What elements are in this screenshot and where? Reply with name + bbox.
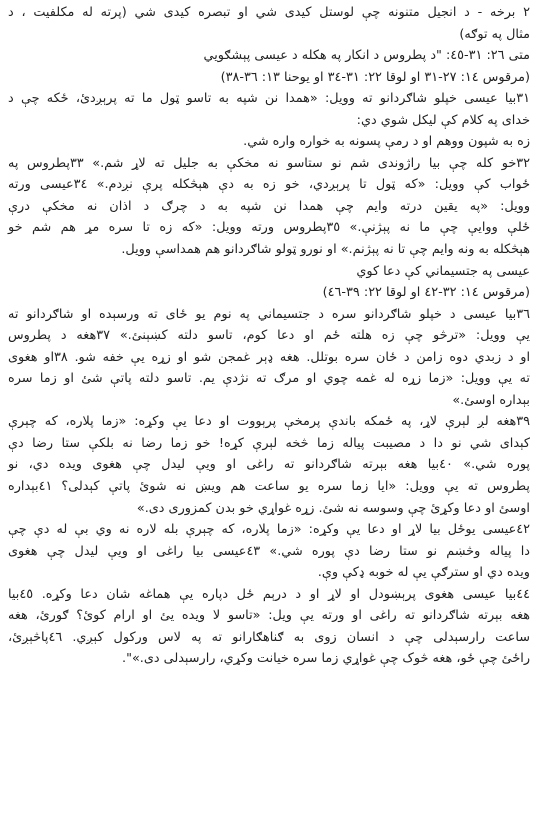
text-line: ٣٩هغه لږ لېرې لاړ، په ځمکه باندې پرمخې پرېووت او دعا یې وکړه: «زما پلاره، که چېرې <box>8 414 530 430</box>
text-line: زه به شپون ووهم او د رمې پسونه به خواره واره شي. <box>243 134 530 150</box>
text-line: ٣٦بیا عیسی د خپلو شاګردانو سره د جتسیماني په نوم یو ځای ته ورسېده او شاګردانو ته <box>8 306 530 322</box>
text-line: پطروس ته یې وویل: «ایا زما سره یو ساعت هم ویښ نه شوئ پاتې کېدلی؟ ٤١بېداره <box>8 479 530 495</box>
text-line: ٣١بیا عیسی خپلو شاګردانو ته وویل: «همدا نن شپه به تاسو ټول ما ته پرېږدئ، ځکه چې د <box>8 91 530 107</box>
text-line: اوسئ او دعا وکړئ چې وسوسه نه شئ. زړه غواړي خو بدن کمزوری دی.» <box>136 500 530 516</box>
text-line: متی ٢٦: ٣١-٤٥: "د پطروس د انکار په هکله د عیسی پېشګویي <box>203 48 530 64</box>
text-line: ساعت رارسېدلی چې د انسان زوی به ګناهګارانو ته په لاس ورکول کېږي. ٤٦پاڅېږئ، <box>8 629 530 645</box>
text-line: (مرقوس ١٤: ٣٢-٤٢ او لوقا ٢٢: ٣٩-٤٦) <box>322 285 530 301</box>
text-line: ځواب کې وویل: «که ټول تا پرېږدي، خو زه به دې هېڅکله پرې نږدم.» ٣٤عیسی ورته <box>8 177 530 193</box>
text-line: پوره شي.» ٤٠بیا هغه بېرته شاګردانو ته راغی او ویې لیدل چې هغوی ویده دي، نو <box>8 457 530 473</box>
text-line: ٤٤بیا عیسی هغوی پرېښودل او لاړ او د درېم ځل دپاره یې هماغه شان دعا وکړه. ٤٥بیا <box>8 586 530 602</box>
text-line: بېداره اوسئ.» <box>452 392 530 408</box>
text-line: ته یې وویل: «زما زړه له غمه چوي او مرګ ته نژدې یم. تاسو دلته پاتې شئ او زما سره <box>8 371 530 387</box>
text-line: یې وویل: «ترڅو چې زه هلته ځم او دعا کوم، تاسو دلته کښېنئ.» ٣٧هغه د پطروس <box>8 328 530 344</box>
text-line: راځئ چې ځو، هغه څوک چې غواړي زما سره خیانت وکړي، رارسېدلی دی.»". <box>122 651 530 667</box>
text-line: عیسی په جتسیماني کې دعا کوي <box>356 263 530 279</box>
text-line: ځلې ووایې چې ما نه پېژنې.» ٣٥پطروس ورته وویل: «که زه تا سره مړ هم شم خو <box>8 220 530 236</box>
text-line: او د زبدي دوه زامن د ځان سره بوتلل. هغه ډېر غمجن شو او زړه یې خفه شو. ٣٨او هغوی <box>8 349 531 365</box>
text-line: وویل: «په یقین درته وایم چې همدا نن شپه به د چرګ د اذان نه مخکې درې <box>8 198 530 214</box>
text-line: هېڅکله به ونه وایم چې تا نه پېژنم.» او نورو ټولو شاګردانو هم همداسې وویل. <box>121 242 530 258</box>
text-line: ٣٢خو کله چې بیا راژوندی شم نو ستاسو نه مخکې به جلیل ته لاړ شم.» ٣٣پطروس په <box>8 155 530 171</box>
text-line: دا پیاله وڅښم نو ستا رضا دې پوره شي.» ٤٣عیسی بیا راغی او ویې لیدل چې هغوی <box>8 543 530 559</box>
text-line: ٤٢عیسی یوځل بیا لاړ او دعا یې وکړه: «زما پلاره، که چېرې بله لاره نه وي بې له دې چې <box>8 522 530 538</box>
text-line: هغه بېرته شاګردانو ته راغی او ورته یې ویل: «تاسو لا ویده یئ او ارام کوئ؟ ګورئ، هغه <box>8 608 530 624</box>
text-line: ٢ برخه - د انجیل متنونه چې لوستل کیدی شي او تبصره کیدی شي (پرته له مکلفیت ، د <box>8 5 530 20</box>
text-line: (مرقوس ١٤: ٢٧-٣١ او لوقا ٢٢: ٣١-٣٤ او یوحنا ١٣: ٣٦-٣٨) <box>220 69 530 85</box>
text-line: کېدای شي نو دا د مصیبت پیاله زما څخه لېرې کړه! خو زما رضا نه بلکې ستا رضا دې <box>8 435 530 451</box>
text-line: خدای په کلام کې لیکل شوي دي: <box>356 112 530 128</box>
text-line: ویده دي او سترګې یې له خوبه ډکې وې. <box>317 565 530 581</box>
text-line: مثال په توګه) <box>459 26 530 42</box>
